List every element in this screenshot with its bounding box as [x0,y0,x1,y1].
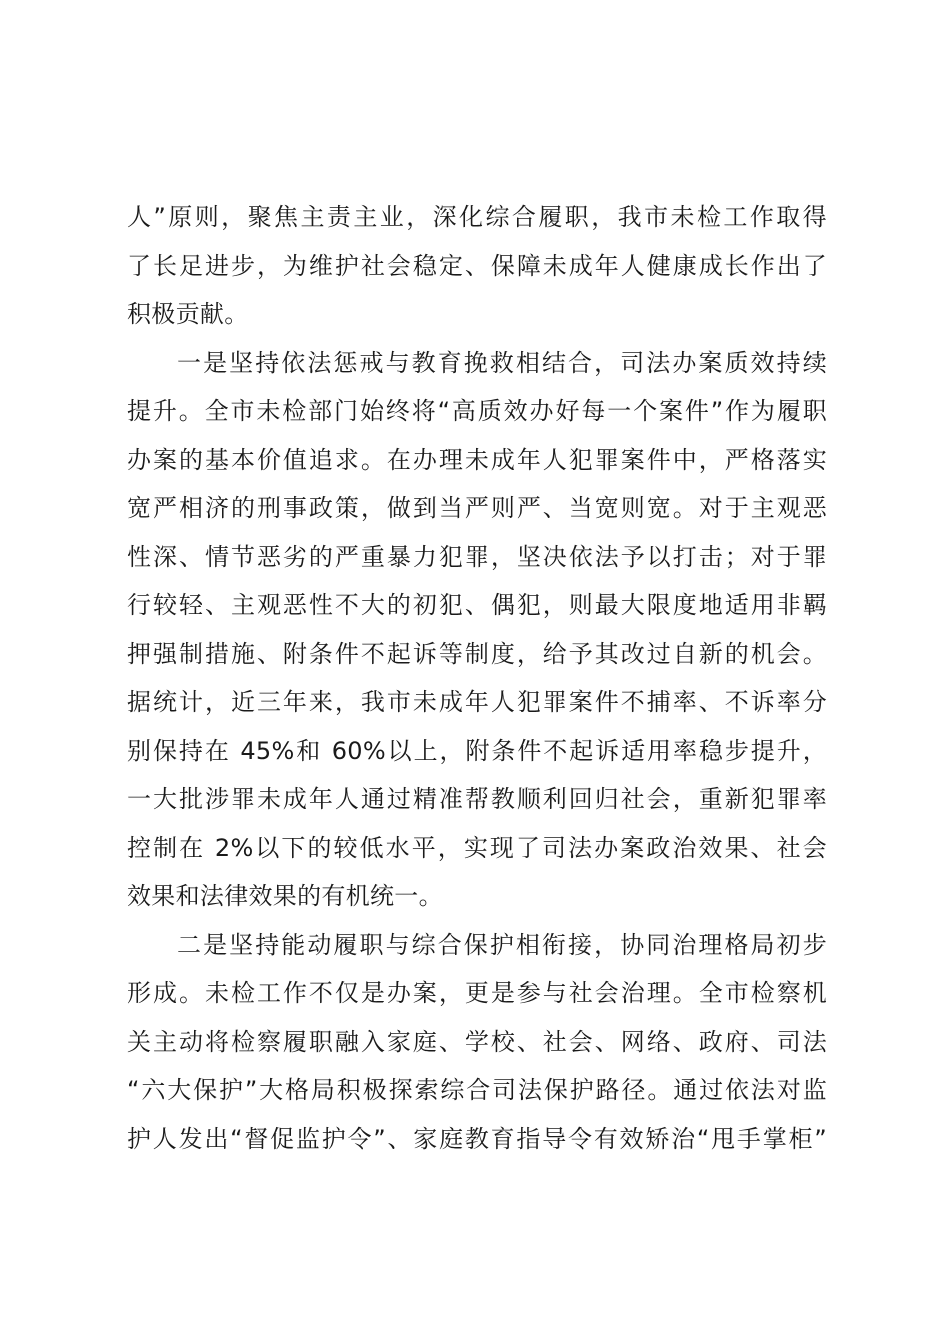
text-line: 提升。全市未检部门始终将“高质效办好每一个案件”作为履职 [127,397,827,425]
text-line: 一大批涉罪未成年人通过精准帮教顺利回归社会，重新犯罪率 [127,785,827,813]
text-line: 据统计，近三年来，我市未成年人犯罪案件不捕率、不诉率分 [127,688,827,716]
text-line: 宽严相济的刑事政策，做到当严则严、当宽则宽。对于主观恶 [127,494,827,522]
text-line: 关主动将检察履职融入家庭、学校、社会、网络、政府、司法 [127,1027,827,1056]
text-line: 形成。未检工作不仅是办案，更是参与社会治理。全市检察机 [127,979,827,1007]
body-text [127,193,827,1163]
text-line: 押强制措施、附条件不起诉等制度，给予其改过自新的机会。 [127,639,827,668]
text-line: 控制在 2%以下的较低水平，实现了司法办案政治效果、社会 [127,833,827,862]
text-line: 积极贡献。 [127,300,249,328]
paragraph-first-line: 一是坚持依法惩戒与教育挽救相结合，司法办案质效持续 [177,348,827,377]
text-line: 办案的基本价值追求。在办理未成年人犯罪案件中，严格落实 [127,445,827,474]
paragraph-first-line: 二是坚持能动履职与综合保护相衔接，协同治理格局初步 [177,930,827,959]
text-line: 行较轻、主观恶性不大的初犯、偶犯，则最大限度地适用非羁 [127,591,827,619]
text-line: 人”原则，聚焦主责主业，深化综合履职，我市未检工作取得 [127,203,827,231]
text-line: 别保持在 45%和 60%以上，附条件不起诉适用率稳步提升， [127,736,827,765]
text-line: 护人发出“督促监护令”、家庭教育指导令有效矫治“甩手掌柜” [127,1124,827,1153]
text-line: 效果和法律效果的有机统一。 [127,882,443,910]
text-line: 了长足进步，为维护社会稳定、保障未成年人健康成长作出了 [127,251,827,280]
text-line: “六大保护”大格局积极探索综合司法保护路径。通过依法对监 [127,1076,827,1104]
text-line: 性深、情节恶劣的严重暴力犯罪，坚决依法予以打击；对于罪 [127,542,827,571]
